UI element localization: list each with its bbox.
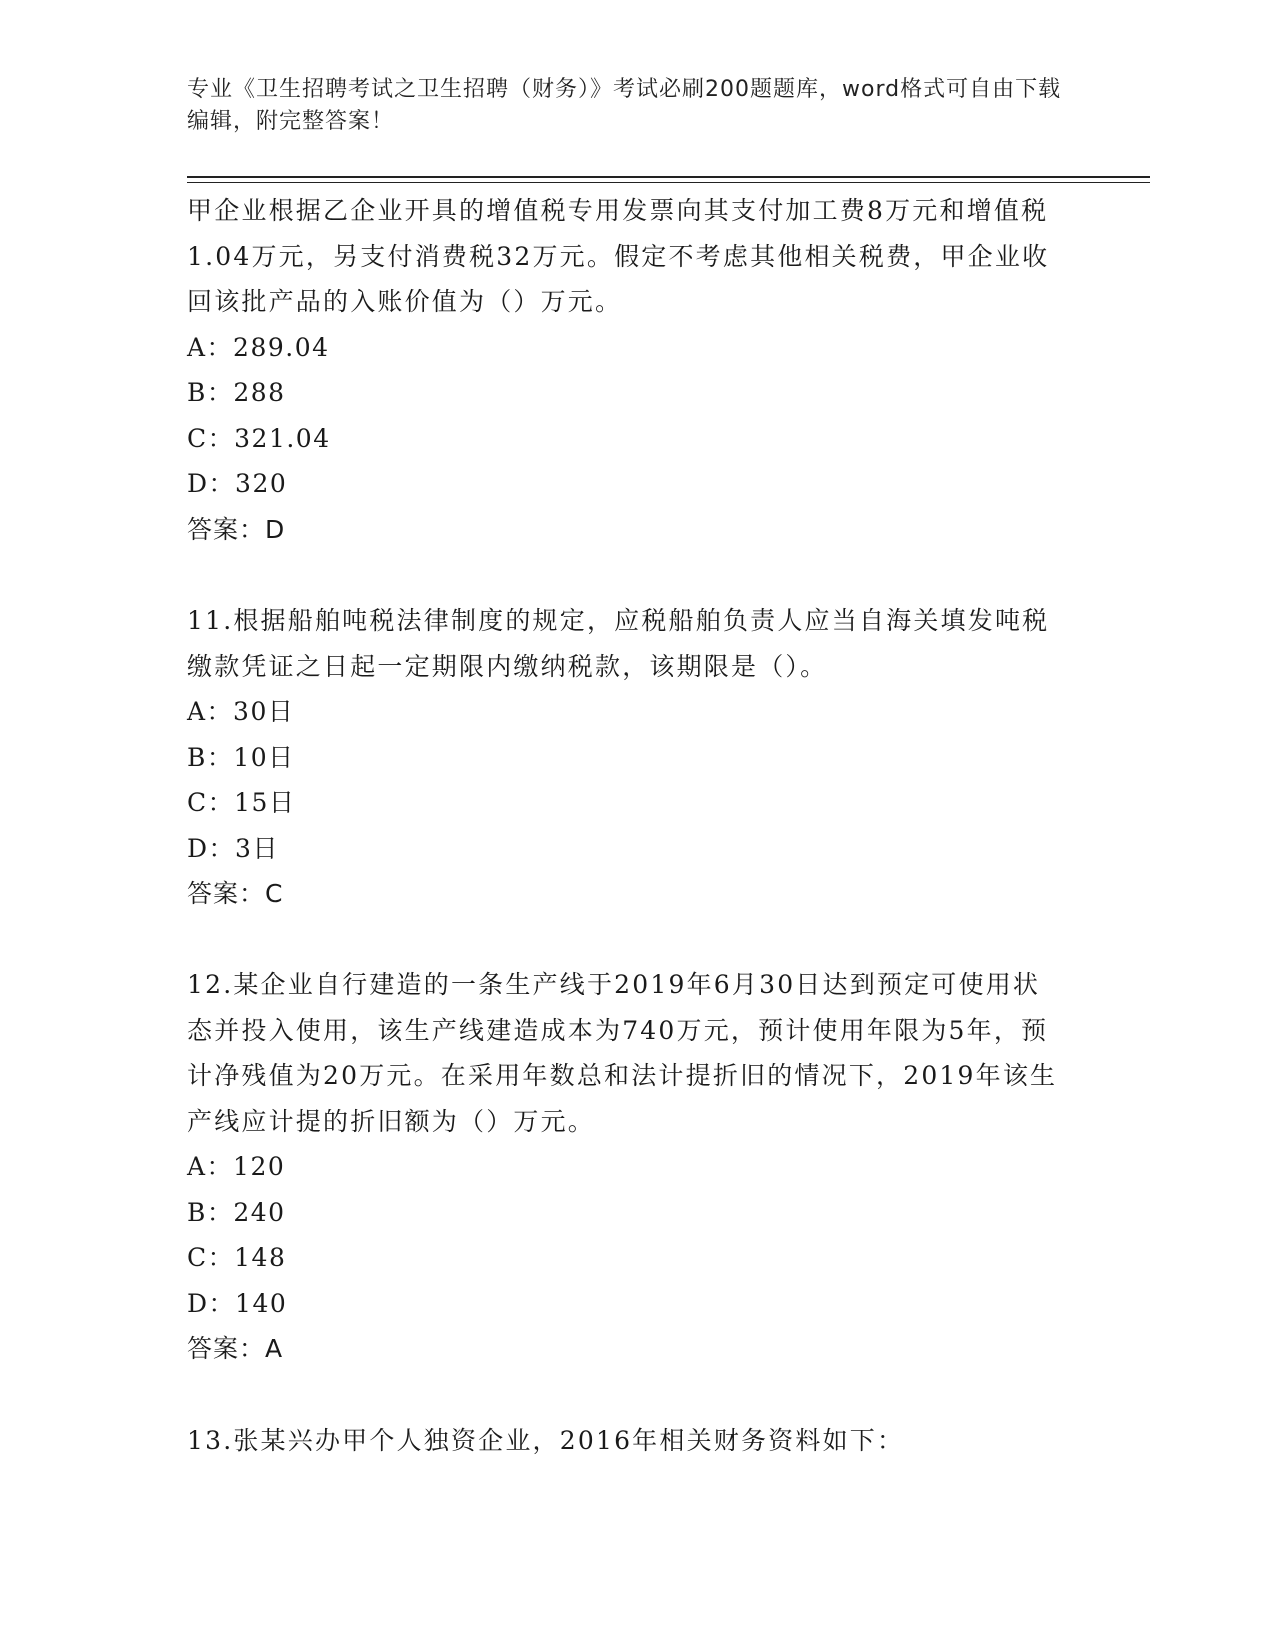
question-11: [187, 598, 1067, 917]
question-stem: 11.根据船舶吨税法律制度的规定，应税船舶负责人应当自海关填发吨税缴款凭证之日起一定期限内缴纳税款，该期限是（）。: [187, 606, 1050, 681]
option-b: B：288: [187, 378, 286, 407]
question-stem: 甲企业根据乙企业开具的增值税专用发票向其支付加工费8万元和增值税1.04万元，另支付消费税32万元。假定不考虑其他相关税费，甲企业收回该批产品的入账价值为（）万元。: [187, 196, 1050, 316]
question-stem: 12.某企业自行建造的一条生产线于2019年6月30日达到预定可使用状态并投入使用，该生产线建造成本为740万元，预计使用年限为5年，预计净残值为20万元。在采用年数总和法计提折旧的情况下，2019年该生产线应计提的折旧额为（）万元。: [187, 970, 1058, 1136]
answer: 答案：D: [187, 514, 286, 544]
option-d: D：140: [187, 1288, 288, 1318]
option-b: B：10日: [187, 742, 295, 772]
question-10: [187, 188, 1067, 552]
document-header: 专业《卫生招聘考试之卫生招聘（财务）》考试必刷200题题库，word格式可自由下载编辑，附完整答案！: [187, 77, 1062, 134]
header-divider-thick: [187, 176, 1150, 178]
option-d: D：3日: [187, 833, 279, 863]
option-d: D：320: [187, 469, 288, 498]
question-13: [187, 1418, 1067, 1464]
answer: 答案：A: [187, 1334, 284, 1363]
option-a: A：30日: [187, 697, 295, 726]
answer: 答案：C: [187, 879, 284, 908]
option-c: C：148: [187, 1243, 287, 1272]
option-b: B：240: [187, 1197, 286, 1227]
option-c: C：15日: [187, 788, 296, 817]
header-divider-thin: [187, 182, 1150, 183]
option-c: C：321.04: [187, 423, 331, 453]
question-12: [187, 962, 1067, 1372]
question-stem: 13.张某兴办甲个人独资企业，2016年相关财务资料如下：: [187, 1426, 905, 1455]
option-a: A：120: [187, 1152, 286, 1181]
option-a: A：289.04: [187, 332, 330, 362]
